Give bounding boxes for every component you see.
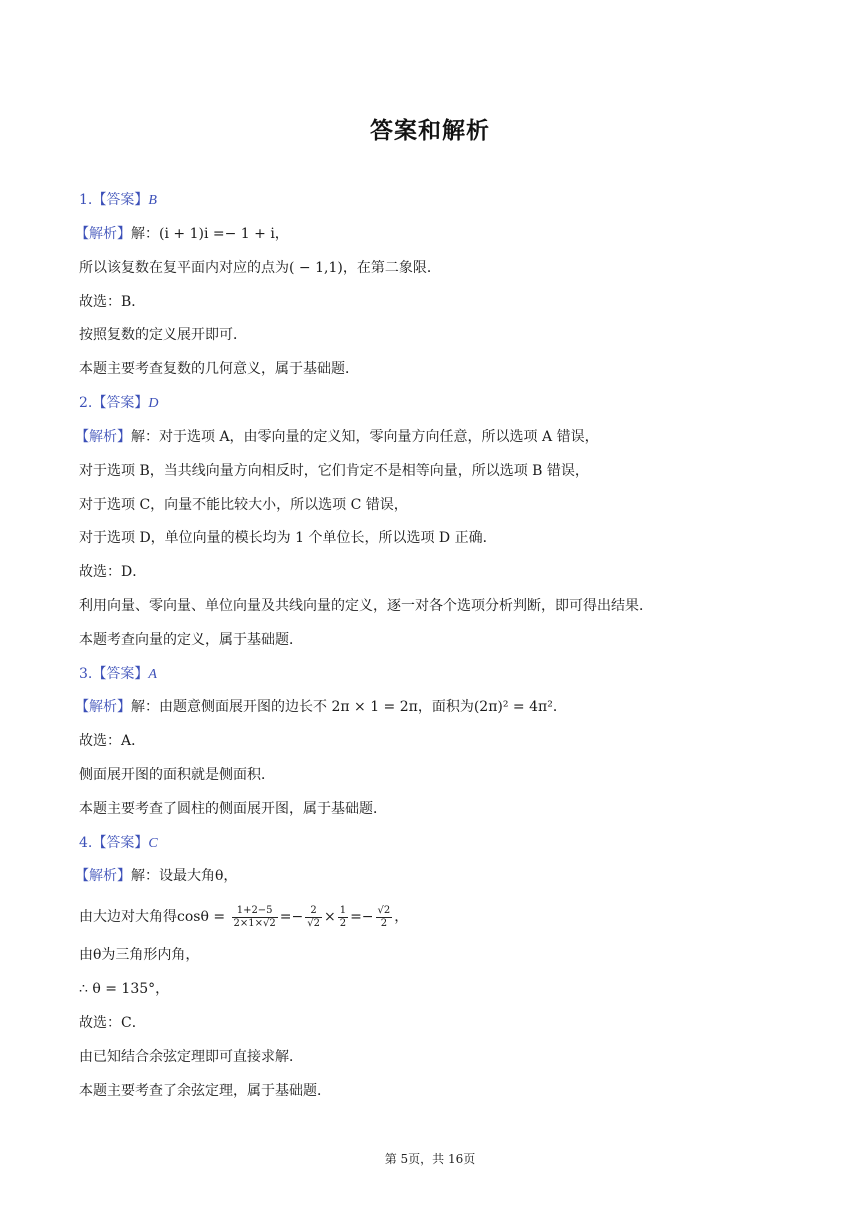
q1-analysis-line	[75, 224, 289, 244]
q1-line-2: 所以该复数在复平面内对应的点为( − 1,1)，在第二象限．	[79, 260, 441, 276]
q2-line-6: 利用向量、零向量、单位向量及共线向量的定义，逐一对各个选项分析判断，即可得出结果．	[79, 598, 653, 614]
q3-line-3: 侧面展开图的面积就是侧面积．	[79, 767, 275, 783]
q4-formula-eq2: =−	[350, 909, 374, 925]
q4-formula-times: ×	[323, 909, 336, 925]
q4-line-4: ∴ θ = 135°，	[79, 981, 170, 997]
q3-analysis-tag: 【解析】	[75, 699, 131, 715]
q4-formula-eq1: =−	[279, 909, 304, 925]
q2-answer: D	[148, 396, 159, 411]
q1-line-5: 本题主要考查复数的几何意义，属于基础题．	[79, 361, 359, 377]
q1-analysis-tag: 【解析】	[75, 226, 131, 242]
q2-answer-tag: 【答案】	[92, 395, 149, 411]
q4-formula-prefix: 由大边对大角得cosθ =	[79, 909, 226, 925]
q2-line-7: 本题考查向量的定义，属于基础题．	[79, 632, 303, 648]
q2-analysis-text: 解：对于选项 A，由零向量的定义知，零向量方向任意，所以选项 A 错误，	[131, 429, 599, 445]
fraction-2	[305, 905, 322, 930]
q4-cosine-formula	[79, 902, 408, 932]
q2-line-4: 对于选项 D，单位向量的模长均为 1 个单位长，所以选项 D 正确．	[79, 530, 497, 546]
fraction-1	[232, 905, 278, 930]
q4-line-3: 由θ为三角形内角，	[79, 947, 200, 963]
fraction-1-denominator: 2×1×√2	[233, 917, 276, 929]
q4-line-6: 由已知结合余弦定理即可直接求解．	[79, 1049, 303, 1065]
fraction-4-denominator: 2	[380, 917, 388, 929]
q2-number: 2.	[79, 395, 93, 411]
fraction-3-denominator: 2	[339, 917, 347, 929]
q4-number: 4.	[79, 835, 93, 851]
q3-line-4: 本题主要考查了圆柱的侧面展开图，属于基础题．	[79, 801, 387, 817]
q1-analysis-text: 解：(i + 1)i =− 1 + i，	[131, 226, 289, 242]
q4-answer-tag: 【答案】	[92, 835, 149, 851]
q2-line-2: 对于选项 B，当共线向量方向相反时，它们肯定不是相等向量，所以选项 B 错误，	[79, 463, 589, 479]
q4-line-5: 故选：C．	[79, 1015, 146, 1031]
page-footer: 第 5页，共 16页	[384, 1152, 476, 1166]
fraction-1-numerator: 1+2−5	[232, 905, 278, 918]
q4-analysis-line	[75, 866, 237, 886]
q4-analysis-tag: 【解析】	[75, 868, 131, 884]
q4-analysis-text: 解：设最大角θ，	[131, 868, 238, 884]
q3-number: 3.	[79, 666, 93, 682]
q1-answer-line	[79, 190, 157, 211]
fraction-2-numerator: 2	[305, 905, 322, 918]
q2-analysis-line	[75, 427, 599, 447]
q4-answer: C	[148, 836, 158, 851]
q4-answer-line	[79, 833, 158, 854]
fraction-3	[338, 905, 348, 930]
q2-answer-line	[79, 393, 158, 414]
q2-line-3: 对于选项 C，向量不能比较大小，所以选项 C 错误，	[79, 497, 408, 513]
q1-line-3: 故选：B．	[79, 294, 146, 310]
page-title: 答案和解析	[370, 118, 490, 144]
q3-answer-line	[79, 664, 157, 685]
q4-line-7: 本题主要考查了余弦定理，属于基础题．	[79, 1083, 331, 1099]
q1-answer: B	[148, 193, 157, 208]
q3-analysis-text: 解：由题意侧面展开图的边长不 2π × 1 = 2π，面积为(2π)² = 4π²．	[131, 699, 567, 715]
q1-answer-tag: 【答案】	[92, 192, 149, 208]
q3-answer-tag: 【答案】	[92, 666, 149, 682]
q2-line-5: 故选：D．	[79, 564, 147, 580]
q4-formula-suffix: ，	[394, 909, 409, 925]
fraction-4	[376, 905, 393, 930]
q2-analysis-tag: 【解析】	[75, 429, 131, 445]
q3-analysis-line	[75, 697, 567, 717]
fraction-2-denominator: √2	[307, 917, 320, 929]
fraction-4-numerator: √2	[377, 904, 391, 916]
q1-number: 1.	[79, 192, 93, 208]
q1-line-4: 按照复数的定义展开即可．	[79, 327, 247, 343]
fraction-3-numerator: 1	[339, 904, 347, 916]
q3-line-2: 故选：A．	[79, 733, 146, 749]
q3-answer: A	[148, 667, 157, 682]
